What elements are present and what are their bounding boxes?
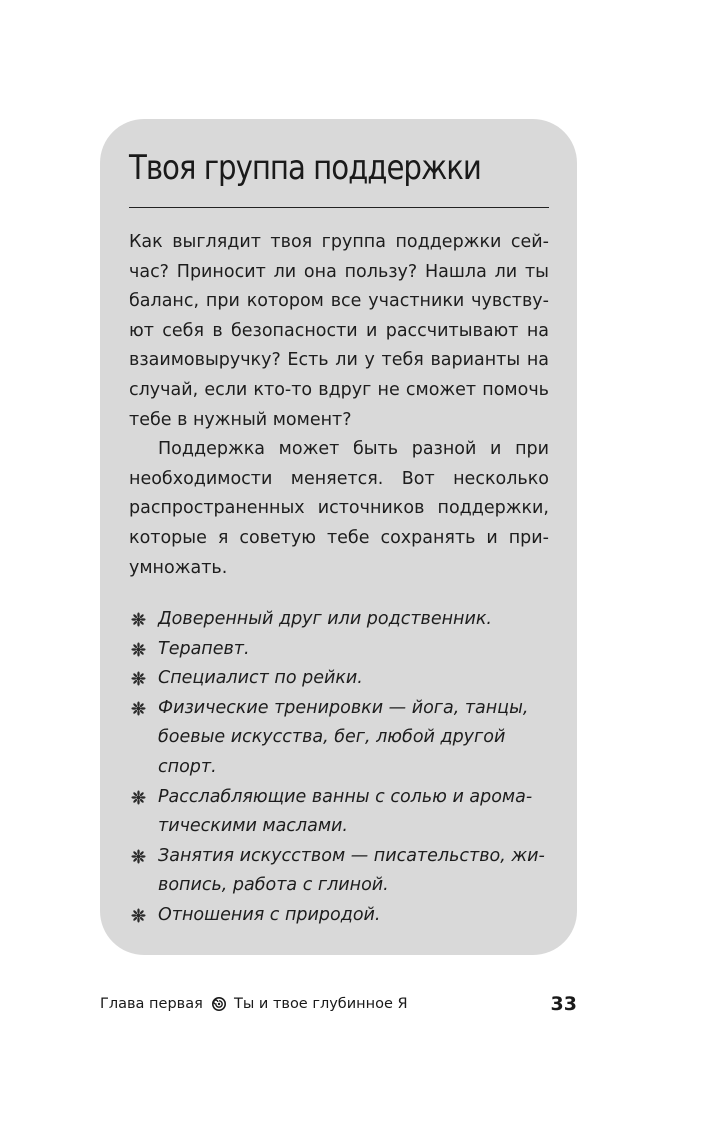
list-item-text: Специалист по рейки. [158, 668, 363, 689]
flower-bullet-icon [129, 605, 147, 635]
list-item-text: Отношения с природой. [158, 904, 381, 925]
list-item [129, 635, 549, 665]
paragraph-2: Поддержка может быть разной и при необходимости меняется. Вот несколько распространенных источников поддержки, которые я советую тебе сохранять и приумножать. [129, 439, 549, 578]
flower-bullet-icon [129, 901, 147, 931]
list-item [129, 694, 549, 783]
list-item-text: Занятия искусством — писательство, живопись, работа с глиной. [158, 845, 545, 896]
flower-bullet-icon [129, 694, 147, 724]
flower-bullet-icon [129, 842, 147, 872]
list-item [129, 664, 549, 694]
footer-chapter-label: Глава первая [100, 996, 203, 1012]
flower-bullet-icon [129, 664, 147, 694]
list-item [129, 842, 549, 901]
page-number: 33 [550, 993, 577, 1015]
list-item [129, 783, 549, 842]
list-item-text: Доверенный друг или родственник. [158, 609, 492, 629]
flower-bullet-icon [129, 635, 147, 665]
list-item-text: Физические тренировки — йога, танцы, боевые искусства, бег, любой другой спорт. [158, 697, 529, 777]
support-sources-list [129, 605, 549, 931]
card-body [129, 228, 549, 583]
title-divider [129, 207, 549, 208]
list-item-text: Терапевт. [158, 638, 250, 659]
card-title: Твоя группа поддержки [129, 148, 481, 188]
paragraph-1: Как выглядит твоя группа поддержки сейчас? Приносит ли она пользу? Нашла ли ты баланс, при котором все участники чувствуют себя в безопасности и рассчитывают на взаимовыручку? Есть ли у тебя варианты на случай, если кто-то вдруг не сможет помочь тебе в нужный момент? [129, 232, 549, 430]
flower-bullet-icon [129, 783, 147, 813]
footer-section-label: Ты и твое глубинное Я [234, 996, 408, 1012]
list-item-text: Расслабляющие ванны с солью и ароматическими маслами. [158, 786, 533, 837]
list-item [129, 901, 549, 931]
support-group-card [100, 119, 577, 955]
spiral-icon [212, 997, 226, 1011]
page-footer [100, 991, 577, 1017]
list-item [129, 605, 549, 635]
